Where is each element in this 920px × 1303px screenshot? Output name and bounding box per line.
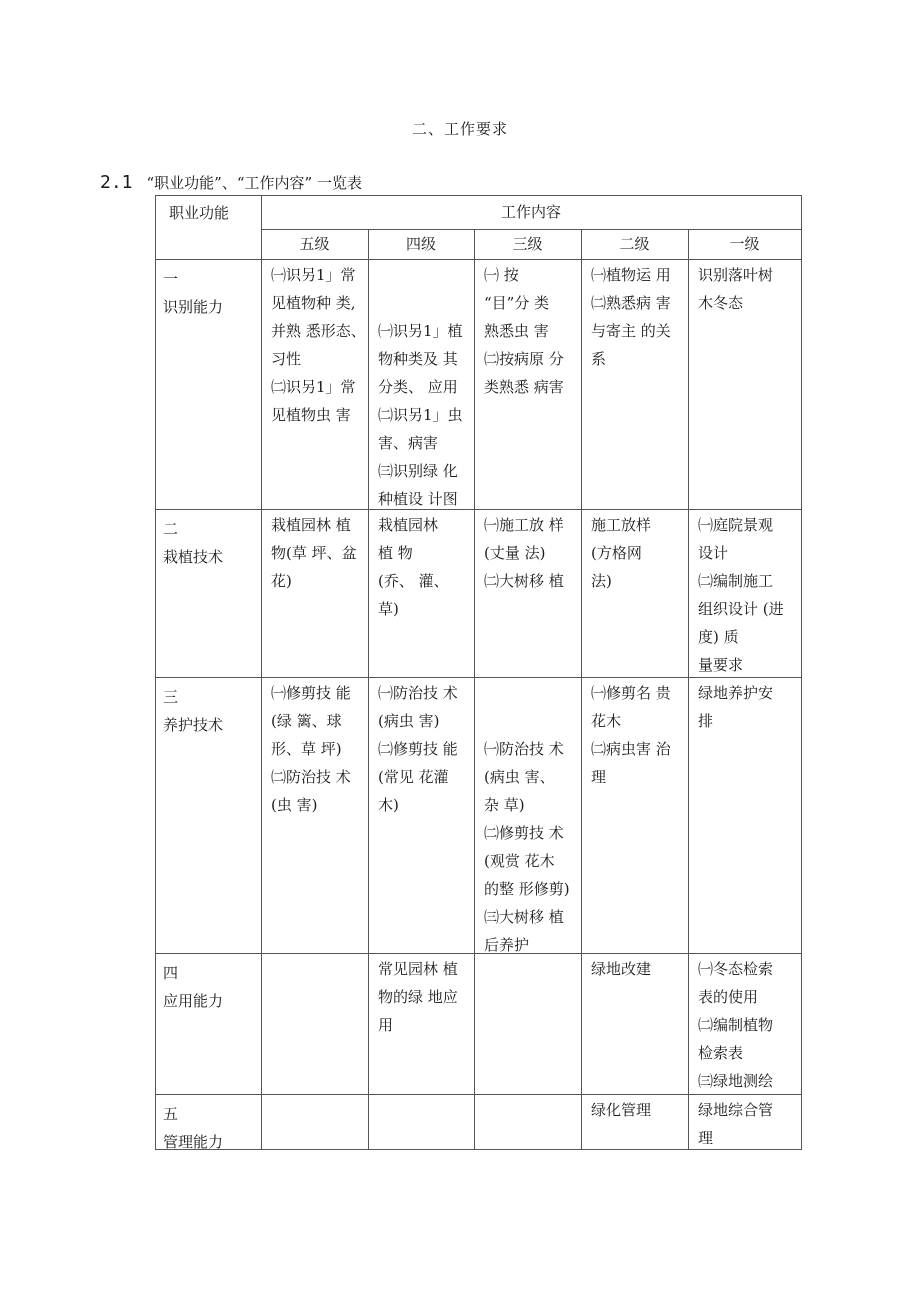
content-cell: [261, 953, 368, 1094]
content-cell-line: [484, 707, 581, 735]
content-cell-line: 用: [378, 1016, 394, 1034]
content-cell-line: 木冬态: [698, 294, 744, 312]
content-cell-line: ㈠识另1」常: [271, 266, 356, 284]
content-cell-line: ㈠ 按: [484, 266, 519, 284]
content-cell-line: 表的使用: [698, 988, 759, 1006]
content-cell-line: ㈡编制施工: [698, 572, 774, 590]
content-cell-line: ㈡修剪技 术: [484, 824, 564, 842]
content-cell-line: ㈠施工放 样: [484, 516, 564, 534]
function-cell-line: 五: [163, 1105, 179, 1123]
content-cell-line: ㈡修剪技 能: [378, 740, 458, 758]
content-cell-line: (病虫 害): [378, 712, 440, 730]
content-cell-line: (绿 篱、球: [271, 712, 342, 730]
content-cell: [368, 509, 474, 677]
content-cell: [688, 509, 801, 677]
content-cell-line: 度) 质: [698, 628, 739, 646]
content-cell-line: [378, 289, 474, 317]
content-cell-line: 物的绿 地应: [378, 988, 458, 1006]
content-cell: [581, 1094, 688, 1149]
content-cell-line: [484, 679, 581, 707]
content-cell: [261, 677, 368, 953]
content-cell-line: 绿地综合管: [698, 1101, 774, 1119]
content-cell-line: ㈠植物运 用: [591, 266, 671, 284]
content-cell-line: 物(草 坪、盆: [271, 544, 357, 562]
content-cell-line: 绿地改建: [591, 960, 652, 978]
content-cell: [688, 259, 801, 509]
content-cell-line: 习性: [271, 350, 302, 368]
content-cell-line: ㈡熟悉病 害: [591, 294, 671, 312]
table-border-right: [801, 195, 802, 1150]
content-cell-line: ㈠识另1」植: [378, 322, 463, 340]
header-work-content: 工作内容: [500, 203, 561, 221]
content-cell-line: 理: [591, 768, 607, 786]
function-cell: [155, 953, 261, 1094]
content-cell-line: [378, 261, 474, 289]
content-cell: [688, 1094, 801, 1149]
content-cell-line: ㈡防治技 术: [271, 768, 351, 786]
content-cell-line: 物种类及 其: [378, 350, 458, 368]
content-cell-line: 见植物虫 害: [271, 406, 351, 424]
content-cell-line: 分类、 应用: [378, 378, 458, 396]
content-cell-line: 花木: [591, 712, 622, 730]
content-cell-line: (乔、 灌、: [378, 572, 449, 590]
content-cell: [261, 1094, 368, 1149]
content-cell-line: 熟悉虫 害: [484, 322, 549, 340]
header-level-2: 四级: [405, 235, 436, 253]
function-cell-line: 三: [163, 688, 179, 706]
content-cell-line: 花): [271, 572, 292, 590]
function-cell-line: 二: [163, 520, 179, 538]
content-cell-line: 理: [698, 1129, 714, 1147]
header-level-1: 五级: [299, 235, 330, 253]
content-cell: [368, 259, 474, 509]
content-cell-line: ㈢大树移 植: [484, 908, 564, 926]
content-cell-line: 后养护: [484, 936, 530, 953]
header-occupation-function-label: 职业功能: [169, 204, 230, 222]
content-cell-line: ㈡大树移 植: [484, 572, 564, 590]
function-cell-line: 识别能力: [163, 298, 224, 316]
content-cell-line: ㈢识别绿 化: [378, 462, 458, 480]
content-cell-line: 类熟悉 病害: [484, 378, 564, 396]
row-divider: [155, 1149, 802, 1150]
content-cell: [474, 259, 581, 509]
content-cell-line: ㈠冬态检索: [698, 960, 774, 978]
function-cell: [155, 509, 261, 677]
content-cell-line: 施工放样: [591, 516, 652, 534]
content-cell-line: 绿地养护安: [698, 684, 774, 702]
content-cell: [474, 953, 581, 1094]
function-cell: [155, 677, 261, 953]
content-cell: [474, 509, 581, 677]
section-title: “职业功能”、“工作内容” 一览表: [146, 174, 362, 192]
header-occupation-function: [155, 195, 261, 259]
content-cell-line: 形、草 坪): [271, 740, 342, 758]
content-cell-line: 常见园林 植: [378, 960, 458, 978]
function-cell: [155, 1094, 261, 1149]
content-cell-line: ㈠修剪名 贵: [591, 684, 671, 702]
header-level-3: 三级: [512, 235, 543, 253]
content-cell: [474, 1094, 581, 1149]
content-cell-line: 草): [378, 600, 399, 618]
content-cell-line: ㈡编制植物: [698, 1016, 774, 1034]
content-cell-line: (病虫 害、: [484, 768, 555, 786]
content-cell-line: ㈡按病原 分: [484, 350, 564, 368]
content-cell-line: (观赏 花木: [484, 852, 555, 870]
content-cell-line: 检索表: [698, 1044, 744, 1062]
function-cell-line: 栽植技术: [163, 548, 224, 566]
content-cell-line: 设计: [698, 544, 729, 562]
content-cell: [474, 677, 581, 953]
function-cell-line: 四: [163, 964, 179, 982]
content-cell-line: ㈢绿地测绘: [698, 1072, 774, 1090]
content-cell-line: 种植设 计图: [378, 490, 458, 508]
section-heading: [100, 172, 362, 193]
content-cell-line: 害、病害: [378, 434, 439, 452]
content-cell-line: 量要求: [698, 656, 744, 674]
content-cell-line: “目”分 类: [484, 294, 550, 312]
content-cell-line: 绿化管理: [591, 1101, 652, 1119]
content-cell-line: 法): [591, 572, 612, 590]
page-title: 二、工作要求: [411, 120, 508, 138]
function-cell: [155, 259, 261, 509]
content-cell-line: 排: [698, 712, 714, 730]
content-cell-line: (虫 害): [271, 796, 318, 814]
function-cell-line: 养护技术: [163, 716, 224, 734]
content-cell-line: 并熟 悉形态、: [271, 322, 366, 340]
content-cell-line: ㈠防治技 术: [484, 740, 564, 758]
content-cell: [688, 677, 801, 953]
content-cell-line: ㈡识另1」虫: [378, 406, 463, 424]
content-cell-line: 栽植园林: [378, 516, 439, 534]
content-cell: [368, 1094, 474, 1149]
function-cell-line: 应用能力: [163, 992, 224, 1010]
content-cell-line: 识别落叶树: [698, 266, 774, 284]
content-cell-line: 木): [378, 796, 399, 814]
content-cell-line: 栽植园林 植: [271, 516, 351, 534]
content-cell: [688, 953, 801, 1094]
content-cell: [261, 509, 368, 677]
content-cell-line: 与寄主 的关: [591, 322, 671, 340]
content-cell-line: 见植物种 类,: [271, 294, 356, 312]
header-level-4: 二级: [619, 235, 650, 253]
content-cell: [368, 953, 474, 1094]
content-cell: [581, 259, 688, 509]
content-cell-line: (方格网: [591, 544, 642, 562]
content-cell-line: 系: [591, 350, 607, 368]
content-cell-line: (常见 花灌: [378, 768, 449, 786]
content-cell: [581, 677, 688, 953]
content-cell-line: 杂 草): [484, 796, 525, 814]
function-cell-line: 管理能力: [163, 1133, 224, 1149]
content-cell-line: 组织设计 (进: [698, 600, 784, 618]
content-cell: [581, 953, 688, 1094]
content-cell-line: (丈量 法): [484, 544, 546, 562]
function-cell-line: 一: [163, 270, 179, 288]
content-cell-line: 植 物: [378, 544, 413, 562]
header-level-5: 一级: [729, 235, 760, 253]
content-cell-line: ㈠防治技 术: [378, 684, 458, 702]
content-cell-line: ㈡病虫害 治: [591, 740, 671, 758]
section-number: 2.1: [100, 172, 133, 193]
content-cell: [368, 677, 474, 953]
content-cell-line: ㈡识另1」常: [271, 378, 356, 396]
content-cell: [581, 509, 688, 677]
content-cell-line: 的整 形修剪): [484, 880, 570, 898]
content-cell-line: ㈠庭院景观: [698, 516, 774, 534]
content-cell: [261, 259, 368, 509]
content-cell-line: ㈠修剪技 能: [271, 684, 351, 702]
